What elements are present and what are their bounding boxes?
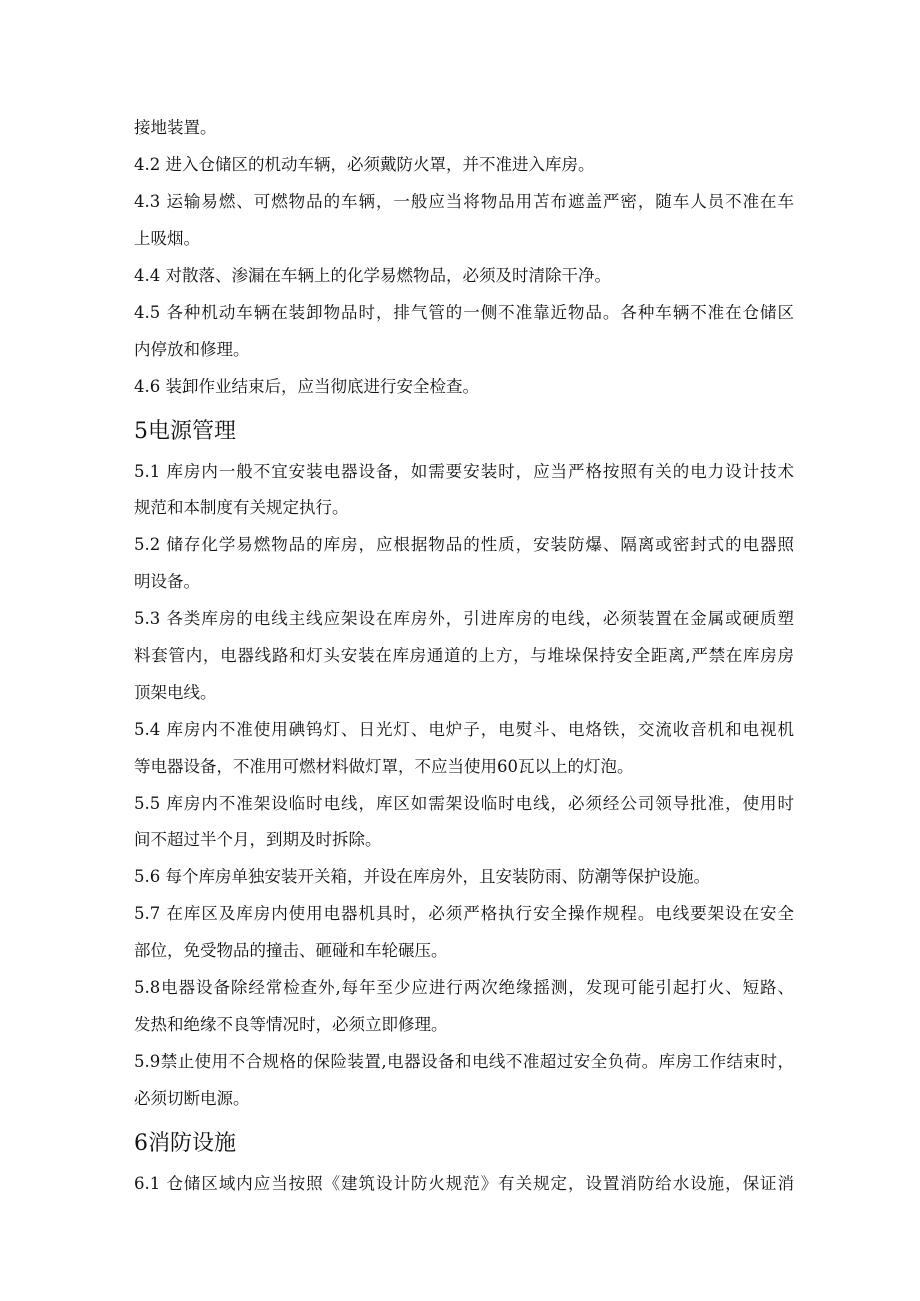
text-line: 必须切断电源。 [134, 1089, 250, 1108]
text-line: 4.5 各种机动车辆在装卸物品时，排气管的一侧不准靠近物品。各种车辆不准在仓储区 [134, 303, 794, 322]
text-line: 6.1 仓储区域内应当按照《建筑设计防火规范》有关规定，设置消防给水设施，保证消 [134, 1174, 794, 1193]
text-line: 部位，免受物品的撞击、砸碰和车轮碾压。 [134, 941, 448, 960]
text-line: 明设备。 [134, 572, 200, 591]
text-line: 4.4 对散落、渗漏在车辆上的化学易燃物品，必须及时清除干净。 [134, 266, 611, 285]
text-line: 规范和本制度有关规定执行。 [134, 498, 349, 517]
text-line: 5.2 储存化学易燃物品的库房，应根据物品的性质，安装防爆、隔离或密封式的电器照 [134, 535, 794, 554]
text-line: 5.5 库房内不准架设临时电线，库区如需架设临时电线，必须经公司领导批准，使用时 [134, 794, 794, 813]
text-line: 5.1 库房内一般不宜安装电器设备，如需要安装时，应当严格按照有关的电力设计技术 [134, 462, 794, 481]
text-line: 顶架电线。 [134, 683, 217, 702]
text-line: 4.2 进入仓储区的机动车辆，必须戴防火罩，并不准进入库房。 [134, 155, 595, 174]
text-line: 5.6 每个库房单独安装开关箱，并设在库房外，且安装防雨、防潮等保护设施。 [134, 867, 710, 886]
text-line: 等电器设备，不准用可燃材料做灯罩，不应当使用60瓦以上的灯泡。 [134, 757, 634, 776]
text-line: 内停放和修理。 [134, 340, 250, 359]
text-line: 5.3 各类库房的电线主线应架设在库房外，引进库房的电线，必须装置在金属或硬质塑 [134, 609, 794, 628]
text-line: 4.3 运输易燃、可燃物品的车辆，一般应当将物品用苫布遮盖严密，随车人员不准在车 [134, 192, 794, 211]
section-heading: 5电源管理 [134, 419, 236, 444]
section-heading: 6消防设施 [134, 1131, 236, 1156]
text-line: 5.8电器设备除经常检查外,每年至少应进行两次绝缘摇测，发现可能引起打火、短路、 [134, 978, 794, 997]
text-line: 5.9禁止使用不合规格的保险装置,电器设备和电线不准超过安全负荷。库房工作结束时， [134, 1052, 794, 1071]
text-line: 发热和绝缘不良等情况时，必须立即修理。 [134, 1015, 448, 1034]
text-line: 间不超过半个月，到期及时拆除。 [134, 830, 382, 849]
text-line: 上吸烟。 [134, 229, 200, 248]
text-line: 料套管内，电器线路和灯头安装在库房通道的上方，与堆垛保持安全距离,严禁在库房房 [134, 646, 794, 665]
text-line: 接地装置。 [134, 118, 217, 137]
text-line: 5.4 库房内不准使用碘钨灯、日光灯、电炉子，电熨斗、电烙铁，交流收音机和电视机 [134, 720, 794, 739]
text-line: 4.6 装卸作业结束后，应当彻底进行安全检查。 [134, 377, 479, 396]
text-line: 5.7 在库区及库房内使用电器机具时，必须严格执行安全操作规程。电线要架设在安全 [134, 904, 794, 923]
